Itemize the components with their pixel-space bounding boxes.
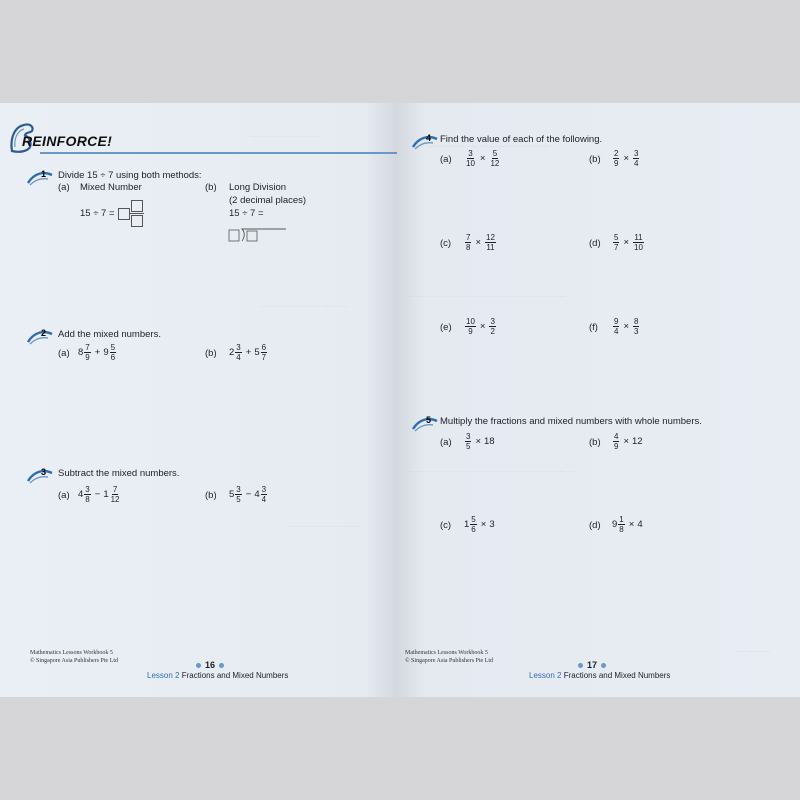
q4c-label: (c) — [440, 238, 452, 249]
header-divider — [40, 152, 397, 154]
question-4-text: Find the value of each of the following. — [440, 134, 603, 145]
q5d-label: (d) — [589, 520, 601, 531]
q1b-expression: 15 ÷ 7 = — [229, 208, 264, 219]
q4c-expression: $\frac{7}{8}$ × $\frac{12}{11}$ — [466, 233, 495, 252]
q5b-expression: $\frac{4}{9}$ × 12 — [614, 432, 643, 451]
question-3-text: Subtract the mixed numbers. — [58, 468, 180, 479]
q5c-label: (c) — [440, 520, 452, 531]
question-number-badge: 2 — [26, 328, 60, 346]
footer-lesson: Lesson 2 Fractions and Mixed Numbers — [529, 671, 671, 680]
q3a-expression: 4 $\frac{3}{8}$ − 1 $\frac{7}{12}$ — [78, 485, 120, 504]
page-title: REINFORCE! — [22, 133, 113, 149]
q5c-expression: 1 $\frac{5}{6}$ × 3 — [464, 515, 495, 534]
footer-book-title: Mathematics Lessons Workbook 5 — [405, 650, 488, 656]
q3a-label: (a) — [58, 490, 70, 501]
right-page: — — — — — — — — — — — — — — — — — — — — — — — — — — — — — — — — — — — — — — — — — — — — — — — — — — — — — — — — 4 Find the value of each of the following. (a) $\frac{3}{10}$ × $\frac{5}{12}$ (b) $\frac{2}{9}$ × $\frac{3}{4}$ (c) $\frac{7}{8}$ × $\frac{12}{11}$ (d) $\frac{5}{7}$ × $\frac{11}{10}$ (e) $\frac{10}{9}$ × $\frac{3}{2}$ (f) $\frac{9}{4}$ × $\frac{8}{3}$ 5 Multiply the fractions and mixed numbers with whole numbers. (a) $\frac{3}{5}$ × 18 (b) $\frac{4}{9}$ × 12 (c) 1 $\frac{5}{6}$ × 3 (d) 9 $\frac{1}{8}$ × 4 Mathematics Lessons Workbook 5 © Singapore Asia Publishers Pte Ltd 17 Lesson 2 Fractions and Mixed Numbers — [397, 103, 800, 697]
question-number-badge: 1 — [26, 169, 60, 187]
q5b-label: (b) — [589, 437, 601, 448]
page-number: 16 — [196, 660, 224, 670]
q2b-expression: 2 $\frac{3}{4}$ + 5 $\frac{6}{7}$ — [229, 343, 267, 362]
q5a-label: (a) — [440, 437, 452, 448]
footer-lesson: Lesson 2 Fractions and Mixed Numbers — [147, 671, 289, 680]
q3b-expression: 5 $\frac{3}{5}$ − 4 $\frac{3}{4}$ — [229, 485, 267, 504]
question-2-text: Add the mixed numbers. — [58, 329, 161, 340]
q4a-expression: $\frac{3}{10}$ × $\frac{5}{12}$ — [466, 149, 500, 168]
q5d-expression: 9 $\frac{1}{8}$ × 4 — [612, 515, 643, 534]
answer-box-whole[interactable] — [118, 208, 130, 220]
answer-box-fraction[interactable] — [130, 200, 144, 227]
question-number-badge: 5 — [411, 415, 445, 433]
q4e-expression: $\frac{10}{9}$ × $\frac{3}{2}$ — [466, 317, 495, 336]
q4d-label: (d) — [589, 238, 601, 249]
question-number-badge: 3 — [26, 467, 60, 485]
q1a-expression: 15 ÷ 7 = — [80, 200, 144, 227]
q2a-label: (a) — [58, 348, 70, 359]
q1a-label: (a) — [58, 182, 70, 193]
q4a-label: (a) — [440, 154, 452, 165]
question-1-text: Divide 15 ÷ 7 using both methods: — [58, 170, 202, 181]
footer-copyright: © Singapore Asia Publishers Pte Ltd — [405, 658, 494, 664]
q4b-expression: $\frac{2}{9}$ × $\frac{3}{4}$ — [614, 149, 639, 168]
q4f-label: (f) — [589, 322, 598, 333]
q1b-label: (b) — [205, 182, 217, 193]
q2a-expression: 8 $\frac{7}{9}$ + 9 $\frac{5}{6}$ — [78, 343, 116, 362]
page-number: 17 — [578, 660, 606, 670]
q4d-expression: $\frac{5}{7}$ × $\frac{11}{10}$ — [614, 233, 643, 252]
left-page: — — — — — — — — — — — — — — — — — — — — — — — — — — REINFORCE! 1 Divide 15 ÷ 7 using both methods: (a) Mixed Number 15 ÷ 7 = (b) Long Division (2 decimal places) 15 ÷ 7 = 2 Add the mixed numbers. (a) 8 $\frac{7}{9}$ + 9 $\frac{5}{6}$ (b) 2 $\frac{3}{4}$ + 5 $\frac{6}{7}$ 3 Subtract the mixed numbers. (a) 4 $\frac{3}{8}$ − 1 $\frac{7}{12}$ (b) 5 $\frac{3}{5}$ − 4 $\frac{3}{4}$ Mathematics Lessons Workbook 5 © Singapore Asia Publishers Pte Ltd 16 Lesson 2 Fractions and Mixed Numbers — [0, 103, 397, 697]
long-division-bracket[interactable] — [228, 227, 288, 248]
q4f-expression: $\frac{9}{4}$ × $\frac{8}{3}$ — [614, 317, 639, 336]
question-number-badge: 4 — [411, 133, 445, 151]
q1a-title: Mixed Number — [80, 182, 142, 193]
question-5-text: Multiply the fractions and mixed numbers with whole numbers. — [440, 416, 702, 427]
q3b-label: (b) — [205, 490, 217, 501]
q4b-label: (b) — [589, 154, 601, 165]
footer-copyright: © Singapore Asia Publishers Pte Ltd — [30, 658, 119, 664]
q5a-expression: $\frac{3}{5}$ × 18 — [466, 432, 495, 451]
q4e-label: (e) — [440, 322, 452, 333]
footer-book-title: Mathematics Lessons Workbook 5 — [30, 650, 113, 656]
q2b-label: (b) — [205, 348, 217, 359]
q1b-title: Long Division — [229, 182, 287, 193]
q1b-subtitle: (2 decimal places) — [229, 195, 307, 206]
